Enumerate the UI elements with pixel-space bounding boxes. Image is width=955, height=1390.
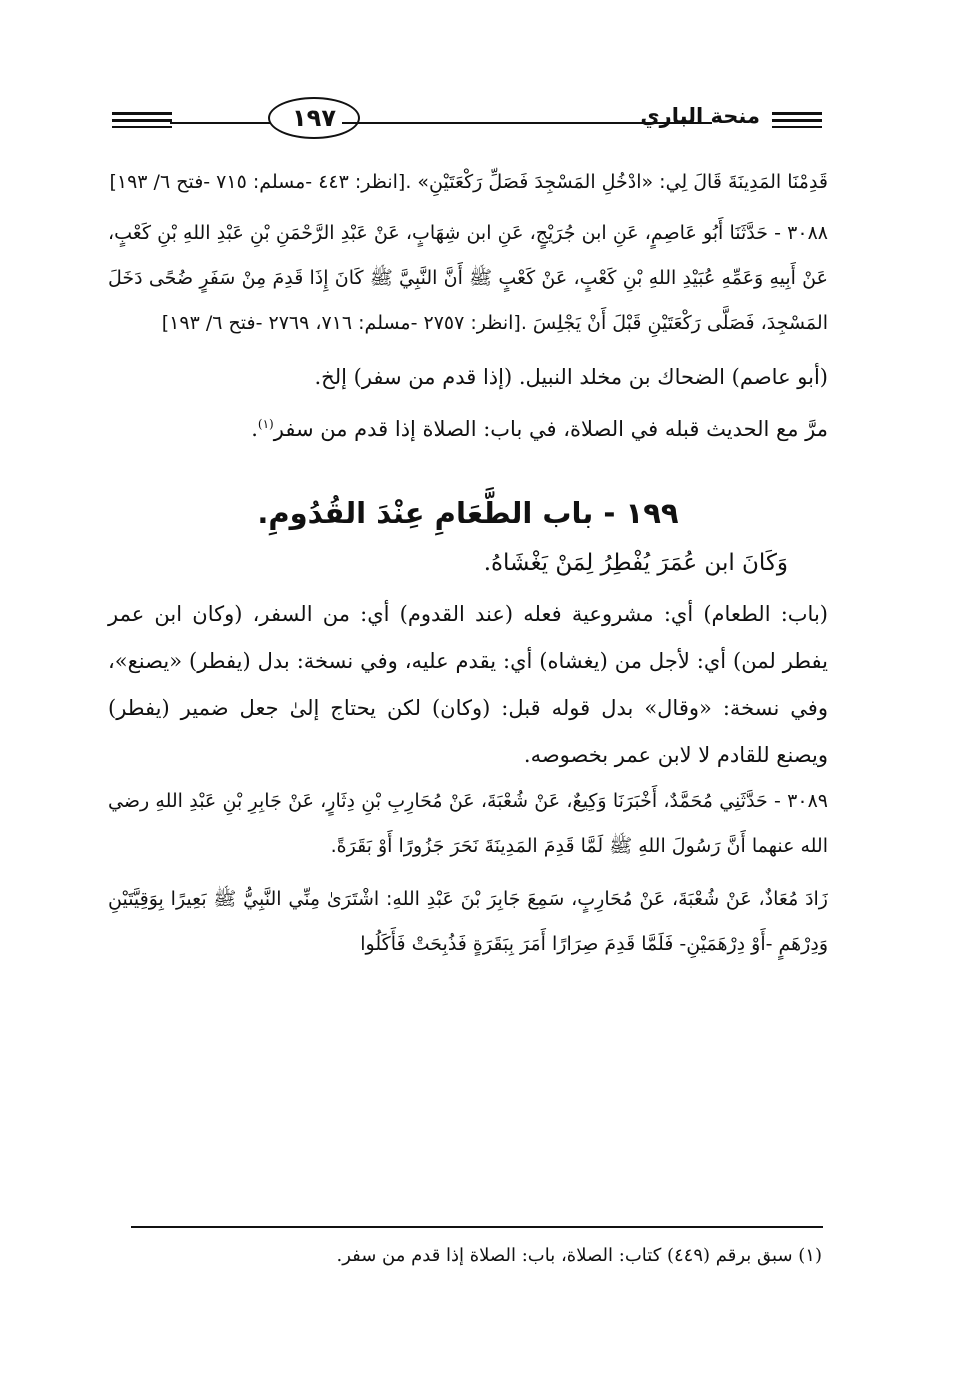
chapter-title: ١٩٩ - باب الطَّعَامِ عِنْدَ القُدُومِ. <box>257 496 679 530</box>
chapter-subtitle: وَكَانَ ابن عُمَرَ يُفْطِرُ لِمَنْ يَغْشَاهُ. <box>483 550 788 576</box>
header-rule-right <box>772 112 822 128</box>
hadith-3089-addition: زَادَ مُعَاذٌ، عَنْ شُعْبَةَ، عَنْ مُحَارِبٍ، سَمِعَ جَابِرَ بْنَ عَبْدِ اللهِ: اشْتَرَىٰ مِنِّي النَّبِيُّ ﷺ بَعِيرًا بِوَقِيَّتَيْنِ وَدِرْهَمٍ -أَوْ دِرْهَمَيْنِ- فَلَمَّا قَدِمَ صِرَارًا أَمَرَ بِبَقَرَةٍ فَذُبِحَتْ فَأَكَلُوا <box>108 888 828 955</box>
footnote: (١) سبق برقم (٤٤٩) كتاب: الصلاة، باب: الصلاة إذا قدم من سفر. <box>336 1245 822 1266</box>
header-rule-left <box>112 112 172 128</box>
footnote-marker: (١) <box>257 417 274 431</box>
book-title: منحة الباري <box>640 104 760 128</box>
cross-reference-text: مرَّ مع الحديث قبله في الصلاة، في باب: الصلاة إذا قدم من سفر <box>273 417 828 441</box>
page-number: ١٩٧ <box>268 97 360 139</box>
hadith-3089: ٣٠٨٩ - حَدَّثَنِي مُحَمَّدٌ، أَخْبَرَنَا وَكِيعٌ، عَنْ شُعْبَةَ، عَنْ مُحَارِبِ بْنِ دِثَارٍ، عَنْ جَابِرِ بْنِ عَبْدِ اللهِ رضي الله عنهما أَنَّ رَسُولَ اللهِ ﷺ لَمَّا قَدِمَ المَدِينَةَ نَحَرَ جَزُورًا أَوْ بَقَرَةً. <box>108 790 828 857</box>
page-header <box>112 92 822 152</box>
hadith-continuation: قَدِمْنَا المَدِينَةَ قَالَ لِي: «ادْخُلِ المَسْجِدَ فَصَلِّ رَكْعَتَيْنِ» .[انظر: ٤٤٣ -مسلم: ٧١٥ -فتح ٦/ ١٩٣] <box>109 171 828 193</box>
commentary-cross-reference: مرَّ مع الحديث قبله في الصلاة، في باب: الصلاة إذا قدم من سفر$^{(١)}$. <box>251 417 828 441</box>
hadith-3088: ٣٠٨٨ - حَدَّثَنَا أَبُو عَاصِمٍ، عَنِ ابن جُرَيْجٍ، عَنِ ابن شِهَابٍ، عَنْ عَبْدِ الرَّحْمَنِ بْنِ عَبْدِ اللهِ بْنِ كَعْبٍ، عَنْ أَبِيهِ وَعَمِّهِ عُبَيْدِ اللهِ بْنِ كَعْبٍ، عَنْ كَعْبٍ ﷺ أَنَّ النَّبِيَّ ﷺ كَانَ إِذَا قَدِمَ مِنْ سَفَرٍ ضُحًى دَخَلَ المَسْجِدَ، فَصَلَّى رَكْعَتَيْنِ قَبْلَ أَنْ يَجْلِسَ .[انظر: ٢٧٥٧ -مسلم: ٧١٦، ٢٧٦٩ -فتح ٦/ ١٩٣] <box>108 222 828 334</box>
chapter-commentary: (باب: الطعام) أي: مشروعية فعله (عند القدوم) أي: من السفر، (وكان ابن عمر يفطر لمن) أي: لأجل من (يغشاه) أي: يقدم عليه، وفي نسخة: بدل (يفطر) «يصنع»، وفي نسخة: «وقال» بدل قوله قبل: (وكان) لكن يحتاج إلىٰ جعل ضمير (يفطر) ويصنع للقادم لا لابن عمر بخصوصه. <box>108 602 828 767</box>
commentary-3088: (أبو عاصم) الضحاك بن مخلد النبيل. (إذا قدم من سفر) إلخ. <box>314 365 828 389</box>
page-body <box>108 160 828 975</box>
footnote-divider <box>131 1226 823 1228</box>
